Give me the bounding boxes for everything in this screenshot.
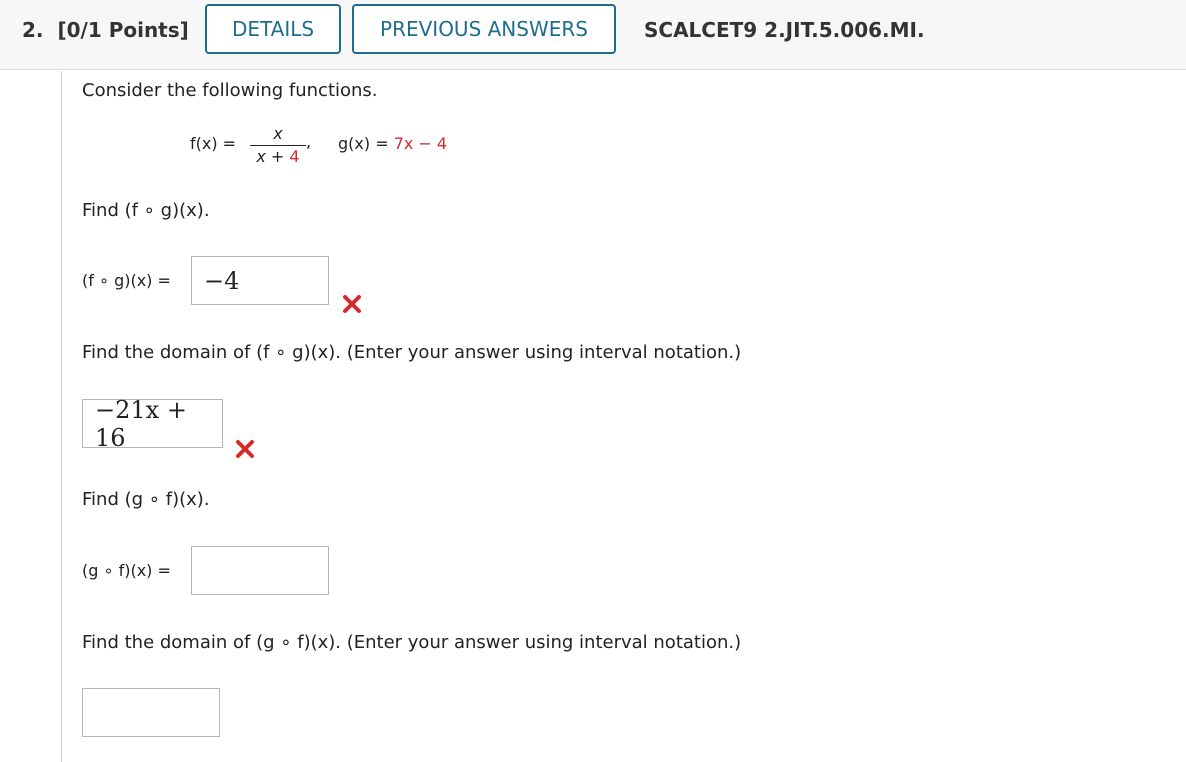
previous-answers-button[interactable]: PREVIOUS ANSWERS <box>352 4 616 54</box>
incorrect-x-mark-icon <box>342 294 362 314</box>
question-number: 2. <box>22 18 44 42</box>
g-definition <box>338 134 447 153</box>
question-number-points <box>22 18 189 42</box>
problem-intro: Consider the following functions. <box>82 80 378 101</box>
f-definition-lhs: f(x) = <box>190 134 237 153</box>
part1-answer-field[interactable]: −4 <box>191 256 329 305</box>
points-label: [0/1 Points] <box>57 18 189 42</box>
question-header <box>0 0 1186 70</box>
part4-answer-field[interactable] <box>82 688 220 737</box>
f-denominator-constant: 4 <box>289 147 300 166</box>
f-fraction <box>250 124 306 166</box>
f-denominator <box>250 147 306 166</box>
definition-separator: , <box>306 132 312 151</box>
part2-prompt: Find the domain of (f ∘ g)(x). (Enter your answer using interval notation.) <box>82 342 742 363</box>
f-numerator: x <box>273 124 283 143</box>
part3-answer-field[interactable] <box>191 546 329 595</box>
content-divider <box>61 71 62 762</box>
part1-label: (f ∘ g)(x) = <box>82 271 171 290</box>
g-definition-lhs: g(x) = <box>338 134 394 153</box>
part4-prompt: Find the domain of (g ∘ f)(x). (Enter your answer using interval notation.) <box>82 632 742 653</box>
part3-prompt: Find (g ∘ f)(x). <box>82 489 210 510</box>
part3-label: (g ∘ f)(x) = <box>82 561 171 580</box>
part1-prompt: Find (f ∘ g)(x). <box>82 200 210 221</box>
fraction-bar <box>250 145 306 146</box>
details-button[interactable]: DETAILS <box>205 4 341 54</box>
part2-answer-field[interactable]: −21x + 16 <box>82 399 223 448</box>
f-denominator-x: x + <box>256 147 290 166</box>
textbook-reference: SCALCET9 2.JIT.5.006.MI. <box>644 18 925 42</box>
g-definition-rhs: 7x − 4 <box>393 134 448 153</box>
incorrect-x-mark-icon <box>235 439 255 459</box>
